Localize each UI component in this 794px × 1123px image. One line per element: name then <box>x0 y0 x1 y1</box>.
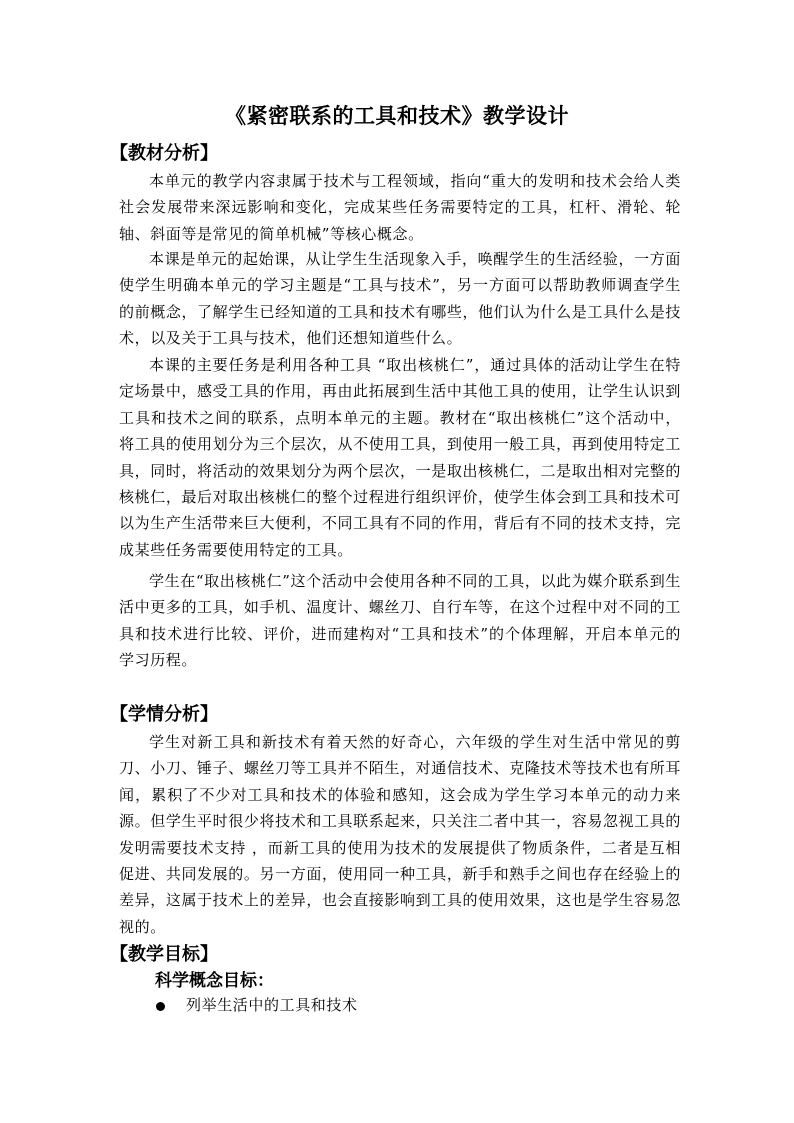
textbook-analysis-paragraph-1: 本单元的教学内容隶属于技术与工程领域，指向“重大的发明和技术会给人类社会发展带来深远影响和变化，完成某些任务需要特定的工具，杠杆、滑轮、轮轴、斜面等是常见的简单机械”等核心概念。 <box>119 172 681 243</box>
section-heading-student-analysis: 【学情分析】 <box>110 704 218 725</box>
textbook-analysis-paragraph-4: 学生在“取出核桃仁”这个活动中会使用各种不同的工具，以此为媒介联系到生活中更多的工具，如手机、温度计、螺丝刀、自行车等，在这个过程中对不同的工具和技术进行比较、评价，进而建构对“工具和技术”的个体理解，开启本单元的学习历程。 <box>119 572 681 670</box>
subheading-science-concept-goals: 科学概念目标： <box>155 971 274 991</box>
textbook-analysis-paragraph-2: 本课是单元的起始课，从让学生生活现象入手，唤醒学生的生活经验，一方面使学生明确本单元的学习主题是“工具与技术”，另一方面可以帮助教师调查学生的前概念，了解学生已经知道的工具和技术有哪些，他们认为什么是工具什么是技术，以及关于工具与技术，他们还想知道些什么。 <box>119 250 681 348</box>
section-heading-teaching-goals: 【教学目标】 <box>110 944 218 965</box>
section-heading-textbook-analysis: 【教材分析】 <box>110 143 218 164</box>
goal-list-item <box>156 998 676 1020</box>
textbook-analysis-paragraph-3: 本课的主要任务是利用各种工具 “取出核桃仁”，通过具体的活动让学生在特定场景中，感受工具的作用，再由此拓展到生活中其他工具的使用，让学生认识到工具和技术之间的联系，点明本单元的主题。教材在“取出核桃仁”这个活动中，将工具的使用划分为三个层次，从不使用工具，到使用一般工具，再到使用特定工具，同时，将活动的效果划分为两个层次，一是取出核桃仁，二是取出相对完整的核桃仁，最后对取出核桃仁的整个过程进行组织评价，使学生体会到工具和技术可以为生产生活带来巨大便利，不同工具有不同的作用，背后有不同的技术支持，完成某些任务需要使用特定的工具。 <box>119 356 681 559</box>
goal-list-item-text: 列举生活中的工具和技术 <box>186 996 358 1014</box>
student-analysis-paragraph-1: 学生对新工具和新技术有着天然的好奇心，六年级的学生对生活中常见的剪刀、小刀、锤子、螺丝刀等工具并不陌生，对通信技术、克隆技术等技术也有所耳闻，累积了不少对工具和技术的体验和感知，这会成为学生学习本单元的动力来源。但学生平时很少将技术和工具联系起来，只关注二者中其一，容易忽视工具的发明需要技术支持 ，而新工具的使用为技术的发展提供了物质条件，二者是互相促进、共同发展的。另一方面，使用同一种工具，新手和熟手之间也存在经验上的差异，这属于技术上的差异，也会直接影响到工具的使用效果，这也是学生容易忽视的。 <box>119 733 681 936</box>
document-title: 《紧密联系的工具和技术》教学设计 <box>225 104 569 128</box>
bullet-icon <box>156 1002 165 1011</box>
